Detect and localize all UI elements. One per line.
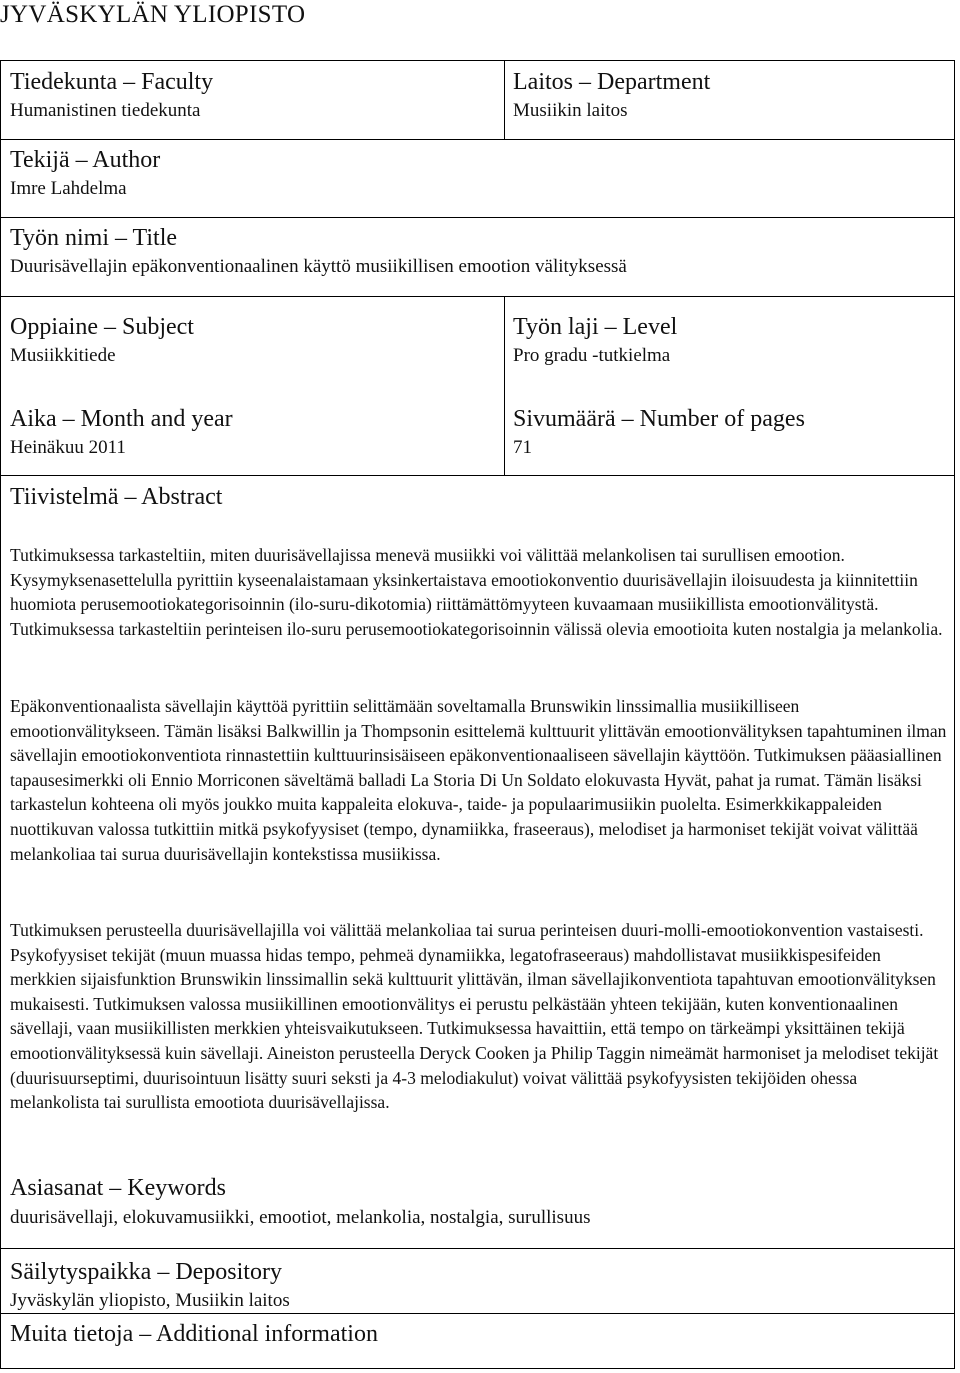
subject-label: Oppiaine – Subject bbox=[10, 314, 194, 340]
thesis-abstract-form bbox=[0, 60, 955, 1369]
additional-info-label: Muita tietoja – Additional information bbox=[10, 1321, 378, 1347]
university-name: JYVÄSKYLÄN YLIOPISTO bbox=[0, 1, 306, 28]
level-value: Pro gradu -tutkielma bbox=[513, 345, 671, 366]
divider bbox=[1, 217, 954, 218]
abstract-paragraph: Tutkimuksessa tarkasteltiin, miten duurisävellajissa menevä musiikki voi välittää melankolisen tai surullisen emootion. Kysymyksenasettelulla pyrittiin kyseenalaistamaan yksinkertaistava emootiokonventio duurisävellajin iloisuudesta ja kiinnitettiin huomiota perusemootiokategorisoinnin (ilo-suru-dikotomia) riittämättömyyteen kuvaamaan musiikillista emootionvälitystä. Tutkimuksessa tarkasteltiin perinteisen ilo-suru perusemootiokategorisoinnin välissä olevia emootioita kuten nostalgia ja melankolia. bbox=[10, 545, 943, 639]
depository-value: Jyväskylän yliopisto, Musiikin laitos bbox=[10, 1290, 290, 1311]
column-divider bbox=[504, 296, 505, 475]
divider bbox=[1, 139, 954, 140]
faculty-label: Tiedekunta – Faculty bbox=[10, 69, 214, 95]
title-value: Duurisävellajin epäkonventionaalinen käyttö musiikillisen emootion välityksessä bbox=[10, 256, 627, 277]
pages-label: Sivumäärä – Number of pages bbox=[513, 406, 805, 432]
author-label: Tekijä – Author bbox=[10, 147, 161, 173]
depository-label: Säilytyspaikka – Depository bbox=[10, 1259, 282, 1285]
abstract-paragraph: Epäkonventionaalista sävellajin käyttöä pyrittiin selittämään soveltamalla Brunswikin linssimallia musiikilliseen emootionvälitykseen. Tämän lisäksi Balkwillin ja Thompsonin esittelemä kulttuurit ylittävän emootionvälityksen tapahtuminen ilman sävellajin emootiokonventiota rinnastettiin kulttuurinsisäiseen epäkonventionaaliseen sävellajin käyttöön. Tutkimuksen pääasiallinen tapausesimerkki oli Ennio Morriconen säveltämä balladi La Storia Di Un Soldato elokuvasta Hyvät, pahat ja rumat. Tämän lisäksi tarkastelun kohteena oli myös joukko muita kappaleita elokuva-, taide- ja populaarimusiikin puolelta. Esimerkkikappaleiden nuottikuvan valossa tutkittiin mitkä psykofyysiset (tempo, dynamiikka, fraseeraus), melodiset ja harmoniset tekijät voivat välittää melankoliaa tai surua duurisävellajin kontekstissa musiikissa. bbox=[10, 696, 947, 864]
level-label: Työn laji – Level bbox=[513, 314, 678, 340]
department-label: Laitos – Department bbox=[513, 69, 711, 95]
keywords-label: Asiasanat – Keywords bbox=[10, 1175, 226, 1201]
abstract-label: Tiivistelmä – Abstract bbox=[10, 484, 223, 510]
divider bbox=[1, 296, 954, 297]
pages-value: 71 bbox=[513, 437, 532, 458]
faculty-value: Humanistinen tiedekunta bbox=[10, 100, 201, 121]
column-divider bbox=[504, 61, 505, 139]
divider bbox=[1, 1248, 954, 1249]
title-label: Työn nimi – Title bbox=[10, 225, 178, 251]
subject-value: Musiikkitiede bbox=[10, 345, 116, 366]
keywords-value: duurisävellaji, elokuvamusiikki, emootiot, melankolia, nostalgia, surullisuus bbox=[10, 1207, 591, 1228]
abstract-paragraph: Tutkimuksen perusteella duurisävellajilla voi välittää melankoliaa tai surua perinteisen duuri-molli-emootiokonvention vastaisesti. Psykofyysiset tekijät (muun muassa hidas tempo, pehmeä dynamiikka, legatofraseeraus) mahdollistavat musiikkispesifeiden merkkien sijaisfunktion Brunswikin linssimallin sekä kulttuurit ylittävän, ilman sävellajikonventiota tapahtuvan emootionvälityksen mukaisesti. Tutkimuksen valossa musiikillinen emootionvälitys ei perustu pelkästään yhteen tekijään, kuten konventionaalinen sävellaji, vaan musiikillisten merkkien yhteisvaikutukseen. Tutkimuksessa havaittiin, että tempo on tärkeämpi yksittäinen tekijä emootionvälityksessä kuin sävellaji. Aineiston perusteella Deryck Cooken ja Philip Taggin nimeämät harmoniset ja melodiset tekijät (duurisuurseptimi, duurisointuun lisätty suuri seksti ja 4-3 melodiakulut) voivat välittää psykofyysisten tekijöiden ohessa melankolista tai surullista emootiota duurisävellajissa. bbox=[10, 920, 939, 1113]
divider bbox=[1, 1313, 954, 1314]
date-label: Aika – Month and year bbox=[10, 406, 233, 432]
department-value: Musiikin laitos bbox=[513, 100, 628, 121]
divider bbox=[1, 475, 954, 476]
date-value: Heinäkuu 2011 bbox=[10, 437, 126, 458]
author-value: Imre Lahdelma bbox=[10, 178, 127, 199]
